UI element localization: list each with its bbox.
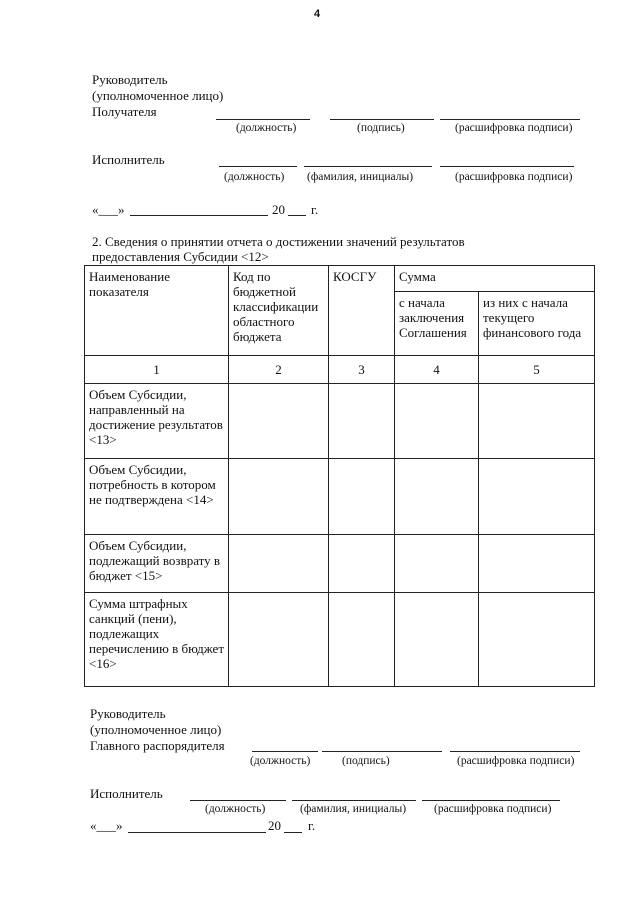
date-2-year-prefix: 20 [268, 818, 281, 833]
row-kosgu-cell[interactable] [329, 459, 395, 535]
recipient-caption-decoding: (расшифровка подписи) [455, 122, 573, 134]
date-2-year-line[interactable] [284, 832, 302, 833]
manager-caption-position: (должность) [250, 755, 311, 767]
recipient-caption-position: (должность) [236, 122, 297, 134]
executor-2-name-line[interactable] [292, 800, 416, 801]
table-row [85, 384, 595, 459]
executor-1-title: Исполнитель [92, 152, 165, 167]
executor-2-caption-name: (фамилия, инициалы) [300, 803, 407, 815]
row-sum-since-start-cell[interactable] [395, 593, 479, 687]
row-sum-since-start-cell[interactable] [395, 459, 479, 535]
header-sum: Сумма [395, 266, 595, 292]
page-number: 4 [314, 8, 321, 20]
row-sum-since-start-cell[interactable] [395, 384, 479, 459]
header-indicator-name: Наименование показателя [85, 266, 229, 356]
header-sum-current-year: из них с начала текущего финансового года [479, 292, 595, 356]
executor-1-name-line[interactable] [304, 166, 432, 167]
manager-position-line[interactable] [252, 751, 318, 752]
row-sum-current-year-cell[interactable] [479, 384, 595, 459]
recipient-title-line2: (уполномоченное лицо) [92, 88, 224, 103]
header-kosgu: КОСГУ [329, 266, 395, 356]
row-kosgu-cell[interactable] [329, 593, 395, 687]
row-indicator-name: Объем Субсидии, направленный на достижение результатов <13> [85, 384, 229, 459]
row-kosgu-cell[interactable] [329, 535, 395, 593]
report-acceptance-table [84, 265, 595, 687]
recipient-title-line3: Получателя [92, 104, 157, 119]
executor-1-caption-decoding: (расшифровка подписи) [455, 171, 573, 183]
table-row [85, 459, 595, 535]
row-budget-code-cell[interactable] [229, 459, 329, 535]
table-row [85, 535, 595, 593]
manager-signature-line[interactable] [322, 751, 442, 752]
recipient-signature-line[interactable] [330, 119, 434, 120]
row-indicator-name: Объем Субсидии, потребность в котором не подтверждена <14> [85, 459, 229, 535]
header-budget-code: Код по бюджетной классификации областного бюджета [229, 266, 329, 356]
date-1-month-line[interactable] [130, 215, 268, 216]
executor-1-position-line[interactable] [219, 166, 297, 167]
date-1-day[interactable]: «___» [92, 202, 125, 217]
column-number-row [85, 356, 595, 384]
manager-title-line1: Руководитель [90, 706, 166, 721]
manager-caption-signature: (подпись) [342, 755, 390, 767]
row-indicator-name: Сумма штрафных санкций (пени), подлежащих перечислению в бюджет <16> [85, 593, 229, 687]
section-2-heading-line2: предоставления Субсидии <12> [92, 249, 269, 264]
row-sum-current-year-cell[interactable] [479, 535, 595, 593]
date-2-year-suffix: г. [308, 818, 316, 833]
column-number: 1 [85, 356, 229, 384]
date-2-month-line[interactable] [128, 832, 266, 833]
executor-1-caption-name: (фамилия, инициалы) [307, 171, 414, 183]
column-number: 3 [329, 356, 395, 384]
manager-title-line2: (уполномоченное лицо) [90, 722, 222, 737]
executor-2-position-line[interactable] [190, 800, 286, 801]
manager-title-line3: Главного распорядителя [90, 738, 225, 753]
column-number: 5 [479, 356, 595, 384]
executor-2-caption-position: (должность) [205, 803, 266, 815]
row-sum-current-year-cell[interactable] [479, 593, 595, 687]
row-budget-code-cell[interactable] [229, 535, 329, 593]
executor-1-decoding-line[interactable] [440, 166, 574, 167]
manager-caption-decoding: (расшифровка подписи) [457, 755, 575, 767]
section-2-heading-line1: 2. Сведения о принятии отчета о достижении значений результатов [92, 234, 465, 249]
row-sum-since-start-cell[interactable] [395, 535, 479, 593]
date-1-year-suffix: г. [311, 202, 319, 217]
column-number: 2 [229, 356, 329, 384]
executor-2-caption-decoding: (расшифровка подписи) [434, 803, 552, 815]
column-number: 4 [395, 356, 479, 384]
row-budget-code-cell[interactable] [229, 384, 329, 459]
recipient-position-line[interactable] [216, 119, 310, 120]
recipient-title-line1: Руководитель [92, 72, 168, 87]
manager-decoding-line[interactable] [450, 751, 580, 752]
table-row [85, 593, 595, 687]
executor-2-decoding-line[interactable] [422, 800, 560, 801]
recipient-caption-signature: (подпись) [357, 122, 405, 134]
recipient-decoding-line[interactable] [440, 119, 580, 120]
row-sum-current-year-cell[interactable] [479, 459, 595, 535]
date-2-day[interactable]: «___» [90, 818, 123, 833]
executor-1-caption-position: (должность) [224, 171, 285, 183]
row-indicator-name: Объем Субсидии, подлежащий возврату в бюджет <15> [85, 535, 229, 593]
date-1-year-line[interactable] [288, 215, 306, 216]
date-1-year-prefix: 20 [272, 202, 285, 217]
row-budget-code-cell[interactable] [229, 593, 329, 687]
header-sum-since-start: с начала заключения Соглашения [395, 292, 479, 356]
row-kosgu-cell[interactable] [329, 384, 395, 459]
executor-2-title: Исполнитель [90, 786, 163, 801]
